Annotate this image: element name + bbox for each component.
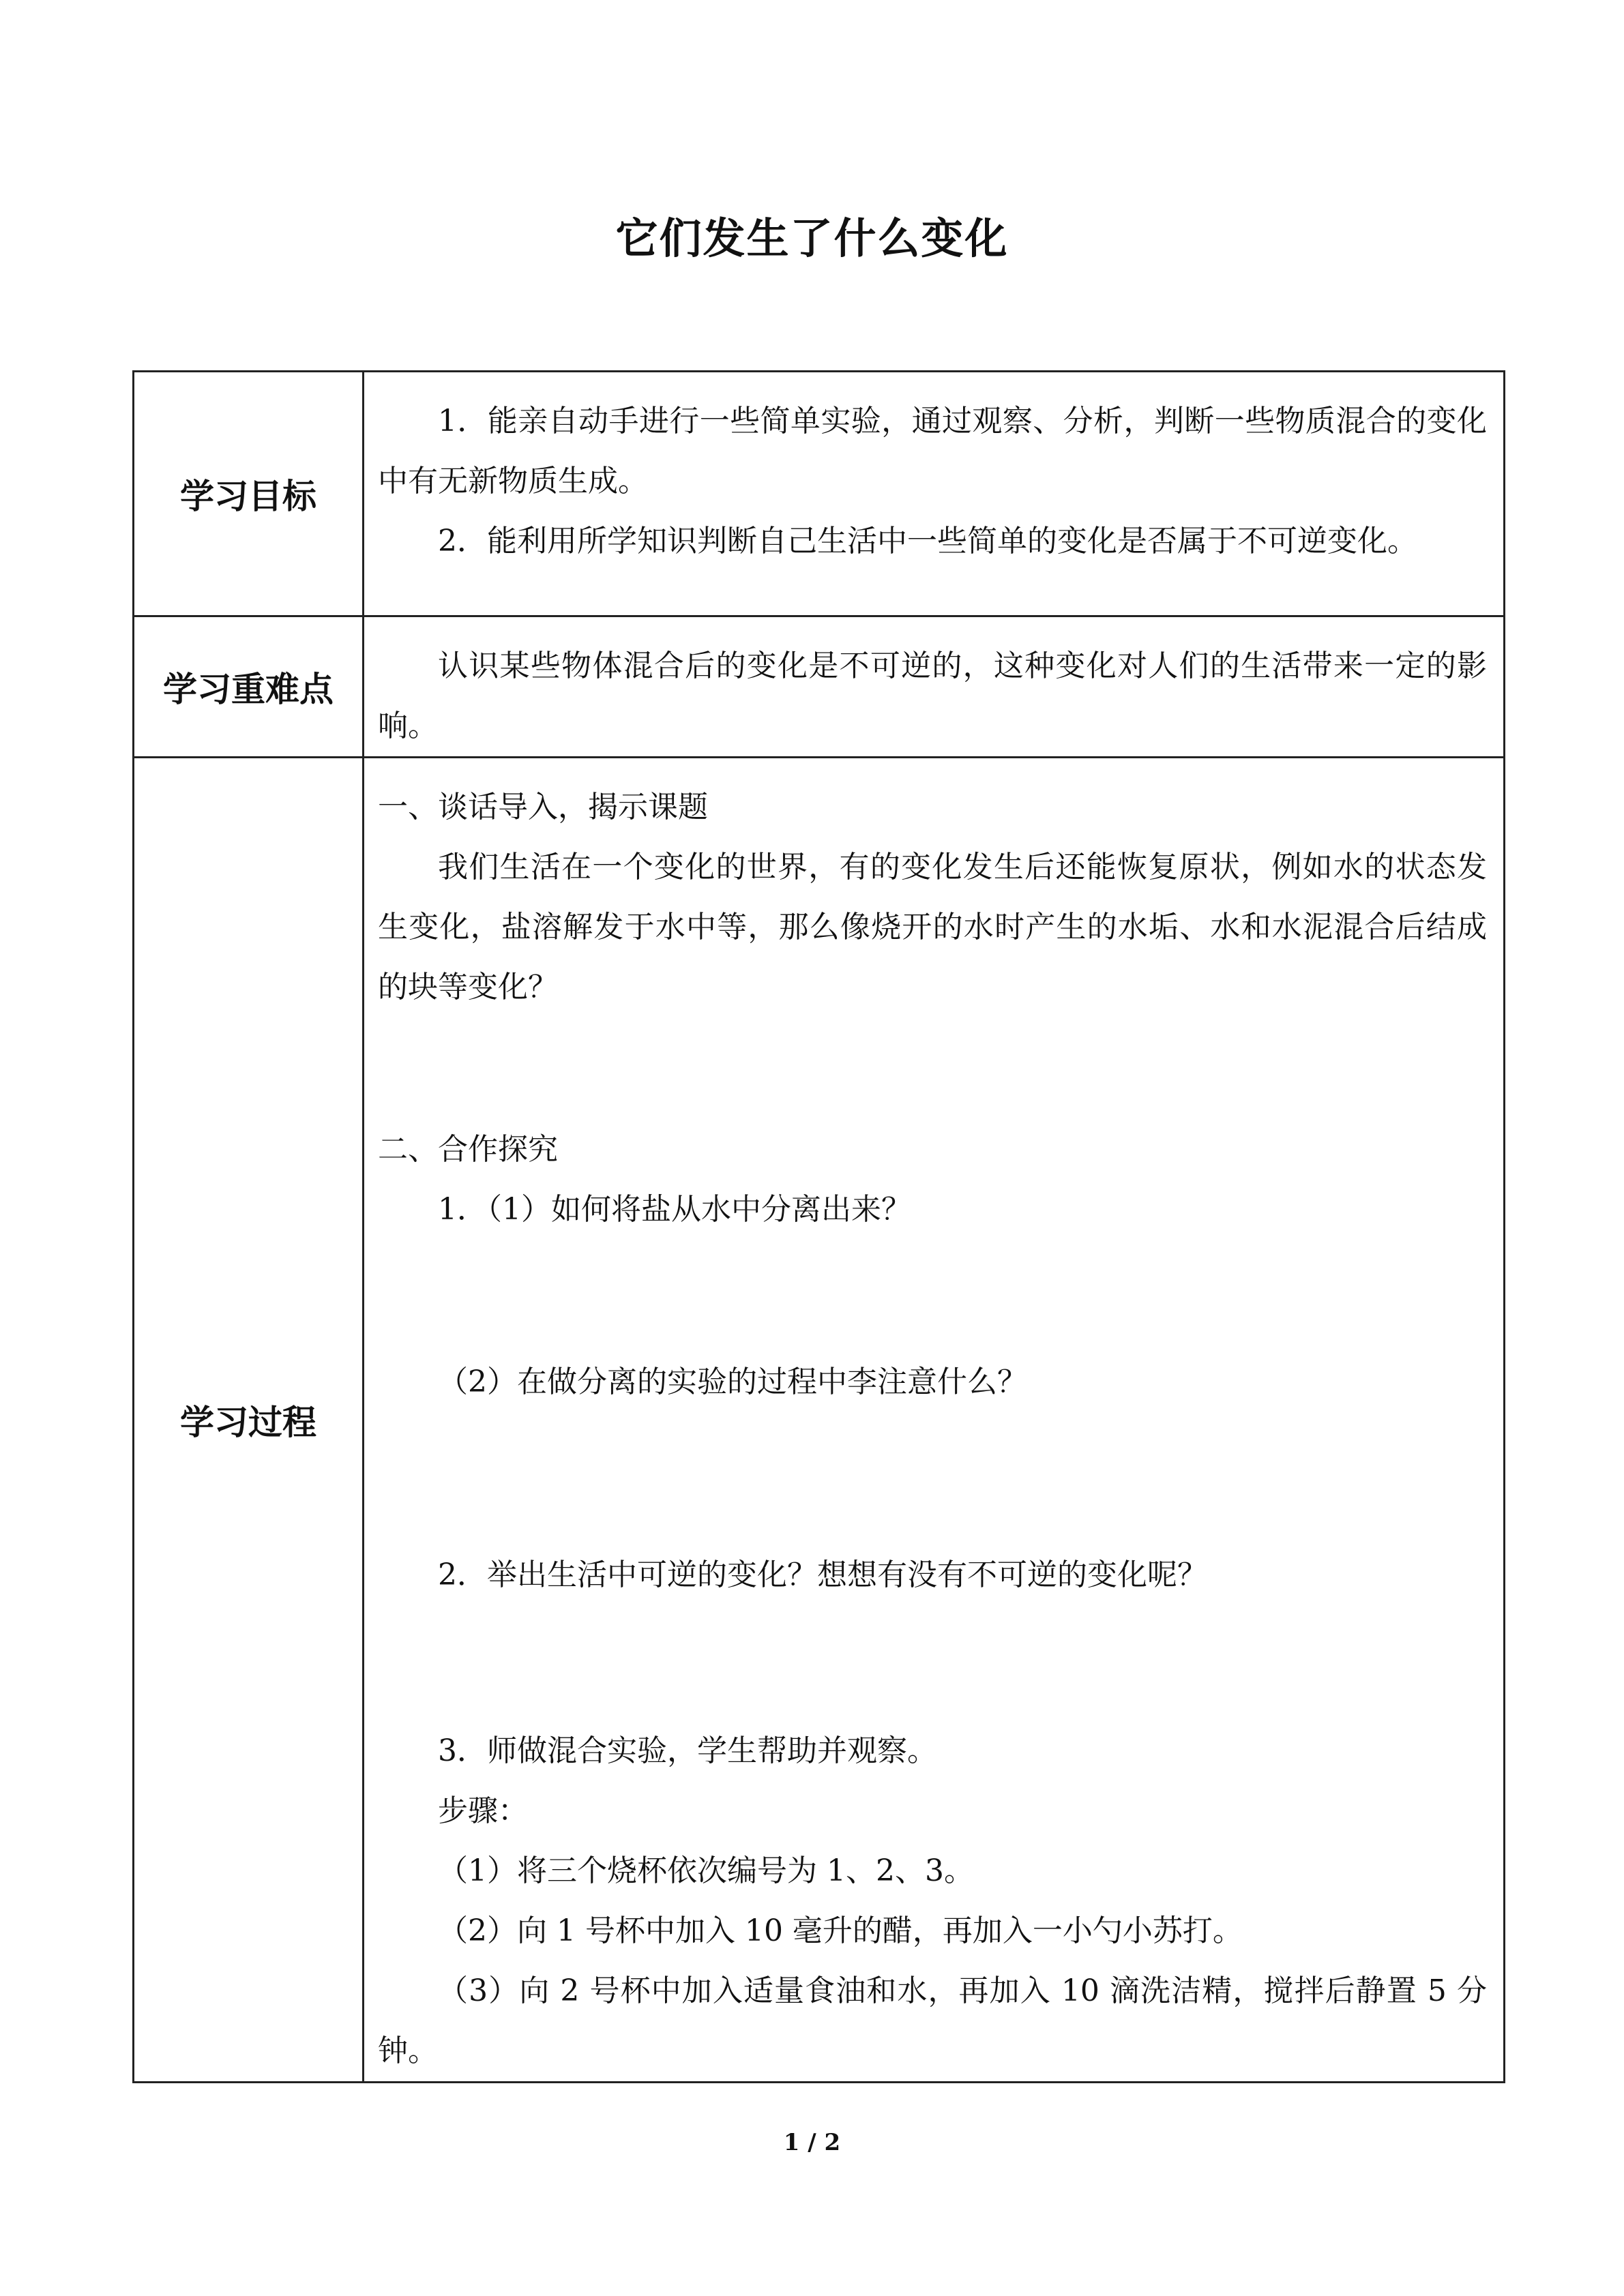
question-1b: （2）在做分离的实验的过程中李注意什么？ [438,1365,1027,1399]
objectives-content [364,372,1505,616]
objectives-row [134,372,1505,616]
answer-space [378,1017,1487,1120]
section1-heading: 一、谈话导入，揭示课题 [378,790,708,824]
key-points-label: 学习重难点 [134,616,364,758]
question-3: 3．师做混合实验，学生帮助并观察。 [438,1733,937,1768]
answer-space [378,1412,1487,1545]
process-label: 学习过程 [134,758,364,2083]
lesson-plan-table [132,370,1505,2083]
process-row [134,758,1505,2083]
steps-label: 步骤： [438,1793,528,1828]
key-points-row [134,616,1505,758]
section2-heading: 二、合作探究 [378,1132,558,1167]
key-points-content [364,616,1505,758]
key-point-1: 认识某些物体混合后的变化是不可逆的，这种变化对人们的生活带来一定的影响。 [378,648,1487,743]
objectives-label: 学习目标 [134,372,364,616]
section1-text: 我们生活在一个变化的世界，有的变化发生后还能恢复原状，例如水的状态发生变化，盐溶解发于水中等，那么像烧开的水时产生的水垢、水和水泥混合后结成的块等变化？ [378,850,1487,1004]
process-content [364,758,1505,2083]
document-title: 它们发生了什么变化 [615,213,1009,263]
objective-2: 2．能利用所学知识判断自己生活中一些简单的变化是否属于不可逆变化。 [438,524,1417,558]
question-1a: 1．（1）如何将盐从水中分离出来？ [438,1192,911,1227]
step-1: （1）将三个烧杯依次编号为 1、2、3。 [438,1853,974,1888]
page-number: 1 / 2 [783,2129,841,2156]
step-2: （2）向 1 号杯中加入 10 毫升的醋，再加入一小勺小苏打。 [438,1913,1243,1948]
objective-1: 1．能亲自动手进行一些简单实验，通过观察、分析，判断一些物质混合的变化中有无新物质生成。 [378,404,1487,498]
step-3: （3）向 2 号杯中加入适量食油和水，再加入 10 滴洗洁精，搅拌后静置 5 分钟。 [378,1973,1487,2068]
answer-space [378,1605,1487,1721]
question-2: 2．举出生活中可逆的变化？想想有没有不可逆的变化呢？ [438,1557,1207,1592]
answer-space [378,1240,1487,1352]
